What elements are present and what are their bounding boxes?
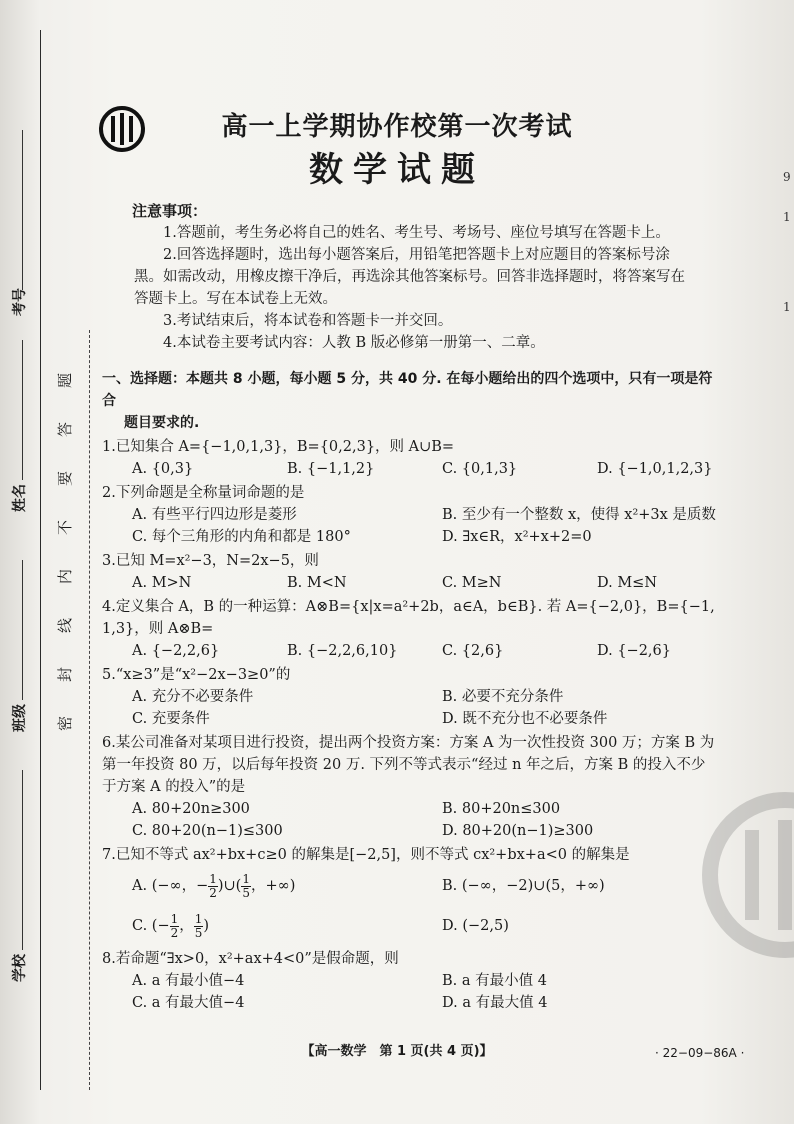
notice-item: 2.回答选择题时，选出每小题答案后，用铅笔把答题卡上对应题目的答案标号涂 (163, 247, 670, 263)
question-stem: 3.已知 M=x²−3，N=2x−5，则 (102, 553, 319, 569)
section-heading (102, 368, 722, 434)
option-c: C. {0,1,3} (442, 461, 518, 477)
seal-char: 题 (56, 372, 75, 389)
option-a: A. 充分不必要条件 (132, 689, 254, 705)
option-b: B. 至少有一个整数 x，使得 x²+3x 是质数 (442, 507, 716, 523)
option-c-text: ) (203, 918, 210, 934)
option-a: A. {0,3} (132, 461, 194, 477)
question-options (102, 686, 722, 730)
seal-char: 内 (56, 568, 75, 585)
seal-char: 线 (56, 617, 75, 634)
fraction-denominator: 2 (170, 925, 179, 940)
exam-subject: 数学试题 (309, 150, 485, 190)
question-6 (102, 732, 722, 842)
question-7 (102, 844, 722, 946)
option-b: B. M<N (287, 575, 347, 591)
fraction-denominator: 5 (194, 925, 203, 940)
notice-title: 注意事项： (132, 202, 208, 220)
option-c: C. 充要条件 (132, 711, 210, 727)
question-options (102, 458, 722, 480)
seal-notice (52, 370, 78, 734)
option-c: C. M≥N (442, 575, 502, 591)
question-stem: 8.若命题“∃x>0，x²+ax+4<0”是假命题，则 (102, 951, 399, 967)
page-footer: 【高一数学 第 1 页(共 4 页)】 (301, 1044, 493, 1059)
option-a-text: A. (−∞，− (132, 878, 209, 894)
option-c-text: C. (− (132, 918, 170, 934)
fraction-half (208, 873, 218, 900)
option-d: D. {−1,0,1,2,3} (597, 461, 713, 477)
label-xuexiao: 学校 (12, 954, 28, 982)
option-a-text: ，+∞) (250, 878, 296, 894)
question-options (102, 798, 722, 842)
notice-item: 1.答题前，考生务必将自己的姓名、考生号、考场号、座位号填写在答题卡上。 (163, 225, 670, 241)
option-a: A. {−2,2,6} (132, 643, 220, 659)
option-c: C. a 有最大值−4 (132, 995, 245, 1011)
option-a: A. a 有最小值−4 (132, 973, 245, 989)
option-d: D. ∃x∈R，x²+x+2=0 (442, 529, 592, 545)
option-d: D. a 有最大值 4 (442, 995, 548, 1011)
fraction-numerator: 1 (194, 911, 203, 926)
question-stem: 2.下列命题是全称量词命题的是 (102, 485, 305, 501)
question-options (102, 504, 722, 548)
edge-char: 9 (783, 170, 791, 184)
option-a: A. 有些平行四边形是菱形 (132, 507, 297, 523)
notice-item: 黑。如需改动，用橡皮擦干净后，再选涂其他答案标号。回答非选择题时，将答案写在 (134, 269, 685, 285)
option-b: B. 必要不充分条件 (442, 689, 564, 705)
question-stem-cont: 第一年投资 80 万，以后每年投资 20 万. 下列不等式表示“经过 n 年之后，方案 B 的投入不少 (102, 757, 706, 773)
option-a: A. M>N (132, 575, 192, 591)
fraction-denominator: 2 (209, 885, 217, 900)
section-heading-line: 一、选择题：本题共 8 小题，每小题 5 分，共 40 分. 在每小题给出的四个选项中，只有一项是符合 (102, 371, 713, 409)
question-options (102, 866, 722, 946)
option-d: D. {−2,6} (597, 643, 671, 659)
exam-title: 高一上学期协作校第一次考试 (221, 112, 573, 142)
banji-blank (22, 560, 23, 700)
notice-item: 3.考试结束后，将本试卷和答题卡一并交回。 (163, 313, 453, 329)
question-options (102, 572, 722, 594)
seal-char: 封 (56, 666, 75, 683)
xingming-blank (22, 340, 23, 480)
fraction-fifth (241, 873, 251, 900)
edge-char: 1 (783, 300, 791, 314)
question-stem: 1.已知集合 A={−1,0,1,3}，B={0,2,3}，则 A∪B= (102, 439, 455, 455)
question-3 (102, 550, 722, 594)
exam-code: · 22−09−86A · (655, 1046, 745, 1060)
option-b: B. a 有最小值 4 (442, 973, 547, 989)
option-c: C. {2,6} (442, 643, 504, 659)
question-8 (102, 948, 722, 1014)
seal-dashed-line (89, 330, 91, 1090)
option-b: B. {−2,2,6,10} (287, 643, 398, 659)
seal-char: 要 (56, 470, 75, 487)
fraction-denominator: 5 (242, 885, 250, 900)
option-a: A. 80+20n≥300 (132, 801, 250, 817)
fraction-half (170, 913, 180, 940)
question-stem: 6.某公司准备对某项目进行投资，提出两个投资方案：方案 A 为一次性投资 300 万；方案 B 为 (102, 735, 715, 751)
question-5 (102, 664, 722, 730)
question-stem-cont: 1,3}，则 A⊗B= (102, 621, 214, 637)
question-1 (102, 436, 722, 480)
option-b: B. 80+20n≤300 (442, 801, 561, 817)
label-banji: 班级 (12, 704, 28, 732)
edge-char: 1 (783, 210, 791, 224)
question-2 (102, 482, 722, 548)
option-d: D. 既不充分也不必要条件 (442, 711, 608, 727)
question-stem-cont: 于方案 A 的投入”的是 (102, 779, 246, 795)
seal-char: 不 (56, 519, 75, 536)
option-b: B. {−1,1,2} (287, 461, 375, 477)
label-xingming: 姓名 (12, 484, 28, 512)
option-d: D. M≤N (597, 575, 658, 591)
exam-content (102, 200, 722, 1014)
option-a (132, 866, 442, 906)
option-c: C. 80+20(n−1)≤300 (132, 823, 283, 839)
question-stem: 4.定义集合 A，B 的一种运算：A⊗B={x|x=a²+2b，a∈A，b∈B}. 若 A={−2,0}，B={−1, (102, 599, 715, 615)
section-heading-line: 题目要求的. (124, 415, 200, 431)
seal-char: 密 (56, 715, 75, 732)
label-kaohao: 考号 (12, 288, 28, 316)
question-options (102, 970, 722, 1014)
option-d: D. (−2,5) (442, 918, 509, 934)
question-options (102, 640, 722, 662)
fraction-numerator: 1 (209, 871, 217, 886)
seal-char: 答 (56, 421, 75, 438)
option-c (132, 906, 442, 946)
option-d: D. 80+20(n−1)≥300 (442, 823, 594, 839)
option-a-text: )∪( (217, 878, 242, 894)
question-stem: 5.“x≥3”是“x²−2x−3≥0”的 (102, 667, 291, 683)
notice-item: 答题卡上。写在本试卷上无效。 (134, 291, 337, 307)
option-c-text: ， (179, 918, 194, 934)
fraction-fifth (194, 913, 204, 940)
fraction-numerator: 1 (170, 911, 179, 926)
option-c: C. 每个三角形的内角和都是 180° (132, 529, 351, 545)
option-b: B. (−∞，−2)∪(5，+∞) (442, 878, 605, 894)
notice-item: 4.本试卷主要考试内容：人教 B 版必修第一册第一、二章。 (163, 335, 545, 351)
question-4 (102, 596, 722, 662)
xuexiao-blank (22, 770, 23, 950)
question-stem: 7.已知不等式 ax²+bx+c≥0 的解集是[−2,5]，则不等式 cx²+bx+a<0 的解集是 (102, 847, 630, 863)
notice-list (102, 222, 722, 354)
fraction-numerator: 1 (242, 871, 250, 886)
